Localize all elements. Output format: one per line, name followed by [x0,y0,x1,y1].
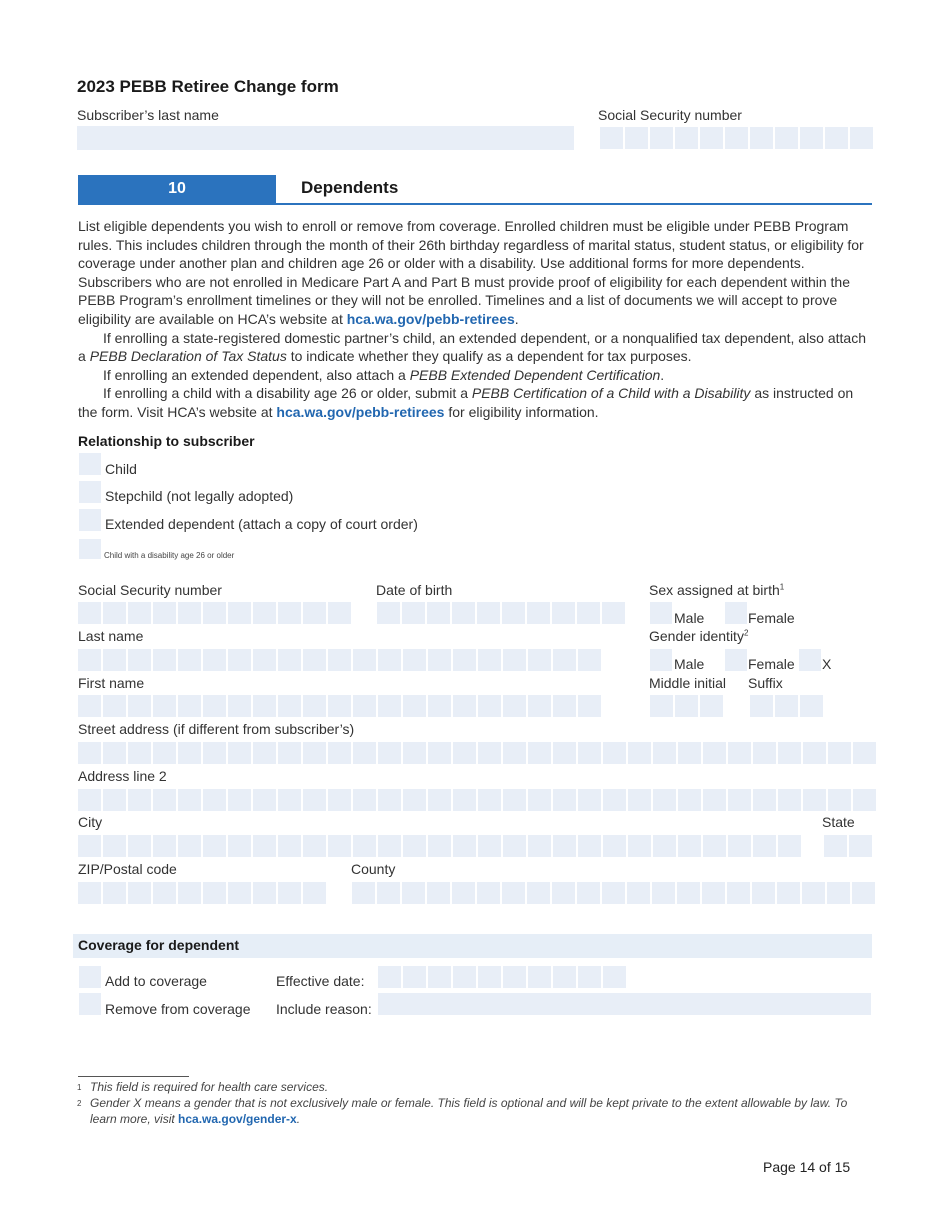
effective-date-label: Effective date: [276,973,365,989]
sex-female-checkbox[interactable] [725,602,747,624]
first-name-input[interactable] [78,695,601,717]
gender-female-label: Female [748,656,795,672]
extended-dependent-label: Extended dependent (attach a copy of court order) [105,516,418,532]
footnote-2-number: 2 [77,1099,82,1108]
extended-dependent-checkbox[interactable] [79,509,101,531]
sex-male-checkbox[interactable] [650,602,672,624]
dob-input[interactable] [377,602,625,624]
pebb-retirees-link[interactable]: hca.wa.gov/pebb-retirees [346,310,515,327]
gender-male-checkbox[interactable] [650,649,672,671]
street-address-input[interactable] [78,742,876,764]
gender-x-link[interactable]: hca.wa.gov/gender-x [178,1111,297,1126]
dob-label: Date of birth [376,582,453,598]
gender-x-checkbox[interactable] [799,649,821,671]
state-input[interactable] [824,835,872,857]
first-name-label: First name [78,675,145,691]
subscriber-ssn-label: Social Security number [598,107,742,123]
footnote-divider [78,1076,189,1077]
gender-identity-label: Gender identity$^2$ [649,628,749,644]
footnote-1: This field is required for health care services. [90,1080,329,1094]
subscriber-last-name-input[interactable] [77,126,574,150]
form-title: 2023 PEBB Retiree Change form [77,77,339,96]
relationship-heading: Relationship to subscriber [78,433,255,449]
child-checkbox[interactable] [79,453,101,475]
middle-initial-label: Middle initial [649,675,727,691]
dependent-ssn-label: Social Security number [78,582,222,598]
footnote-2: Gender X means a gender that is not exclusively male or female. This field is optional and will be kept private to the extent allowable by law. To learn more, visit hca.wa.gov/gender-x. [90,1096,848,1126]
add-coverage-label: Add to coverage [105,973,207,989]
sex-assigned-label: Sex assigned at birth$^1$ [649,582,785,598]
county-label: County [351,861,396,877]
address-line-2-input[interactable] [78,789,876,811]
middle-initial-input[interactable] [650,695,723,717]
instructions-text: List eligible dependents you wish to enroll or remove from coverage. Enrolled children must be eligible under PEBB Program rules. This includes children through the month of their 26th birthday regardless of marital status, student status, or eligibility for coverage under another plan and children age 26 or older with a disability. Use additional forms for more dependents. Subscribers who are not enrolled in Medicare Part A and Part B must provide proof of eligibility for each dependent within the PEBB Program’s enrollment timelines or they will not be enrolled. Timelines and a list of documents we will accept to prove eligibility are available on HCA’s website at hca.wa.gov/pebb-retirees. If enrolling a state-registered domestic partner’s child, an extended dependent, or a nonqualified tax dependent, also attach a PEBB Declaration of Tax Status to indicate whether they qualify as a dependent for tax purposes. If enrolling an extended dependent, also attach a PEBB Extended Dependent Certification. If enrolling a child with a disability age 26 or older, submit a PEBB Certification of a Child with a Disability as instructed on the form. Visit HCA’s website at hca.wa.gov/pebb-retirees for eligibility information. [78,218,866,420]
child-disability-checkbox[interactable] [79,539,101,559]
effective-date-input[interactable] [378,966,626,988]
child-label: Child [105,461,137,477]
remove-coverage-checkbox[interactable] [79,993,101,1015]
section-title: Dependents [301,178,399,197]
state-label: State [822,814,855,830]
sex-male-label: Male [674,610,705,626]
remove-coverage-label: Remove from coverage [105,1001,251,1017]
gender-x-label: X [822,656,832,672]
last-name-input[interactable] [78,649,601,671]
section-divider [78,203,872,205]
gender-male-label: Male [674,656,705,672]
add-coverage-checkbox[interactable] [79,966,101,988]
coverage-heading-bar [73,934,872,958]
street-address-label: Street address (if different from subscriber’s) [78,721,355,737]
subscriber-ssn-input[interactable] [600,127,873,149]
suffix-input[interactable] [750,695,823,717]
page-number: Page 14 of 15 [763,1159,851,1175]
stepchild-checkbox[interactable] [79,481,101,503]
suffix-label: Suffix [748,675,783,691]
last-name-label: Last name [78,628,144,644]
dependent-ssn-input[interactable] [78,602,351,624]
gender-female-checkbox[interactable] [725,649,747,671]
include-reason-input[interactable] [378,993,871,1015]
city-label: City [78,814,103,830]
address-line-2-label: Address line 2 [78,768,167,784]
city-input[interactable] [78,835,801,857]
coverage-heading: Coverage for dependent [78,937,240,953]
section-number: 10 [78,175,276,203]
footnote-1-number: 1 [77,1083,82,1092]
stepchild-label: Stepchild (not legally adopted) [105,488,294,504]
subscriber-last-name-label: Subscriber’s last name [77,107,219,123]
include-reason-label: Include reason: [276,1001,372,1017]
zip-label: ZIP/Postal code [78,861,177,877]
sex-female-label: Female [748,610,795,626]
county-input[interactable] [352,882,875,904]
pebb-retirees-link-2[interactable]: hca.wa.gov/pebb-retirees [276,403,445,420]
zip-input[interactable] [78,882,326,904]
child-disability-label: Child with a disability age 26 or older [104,551,235,560]
